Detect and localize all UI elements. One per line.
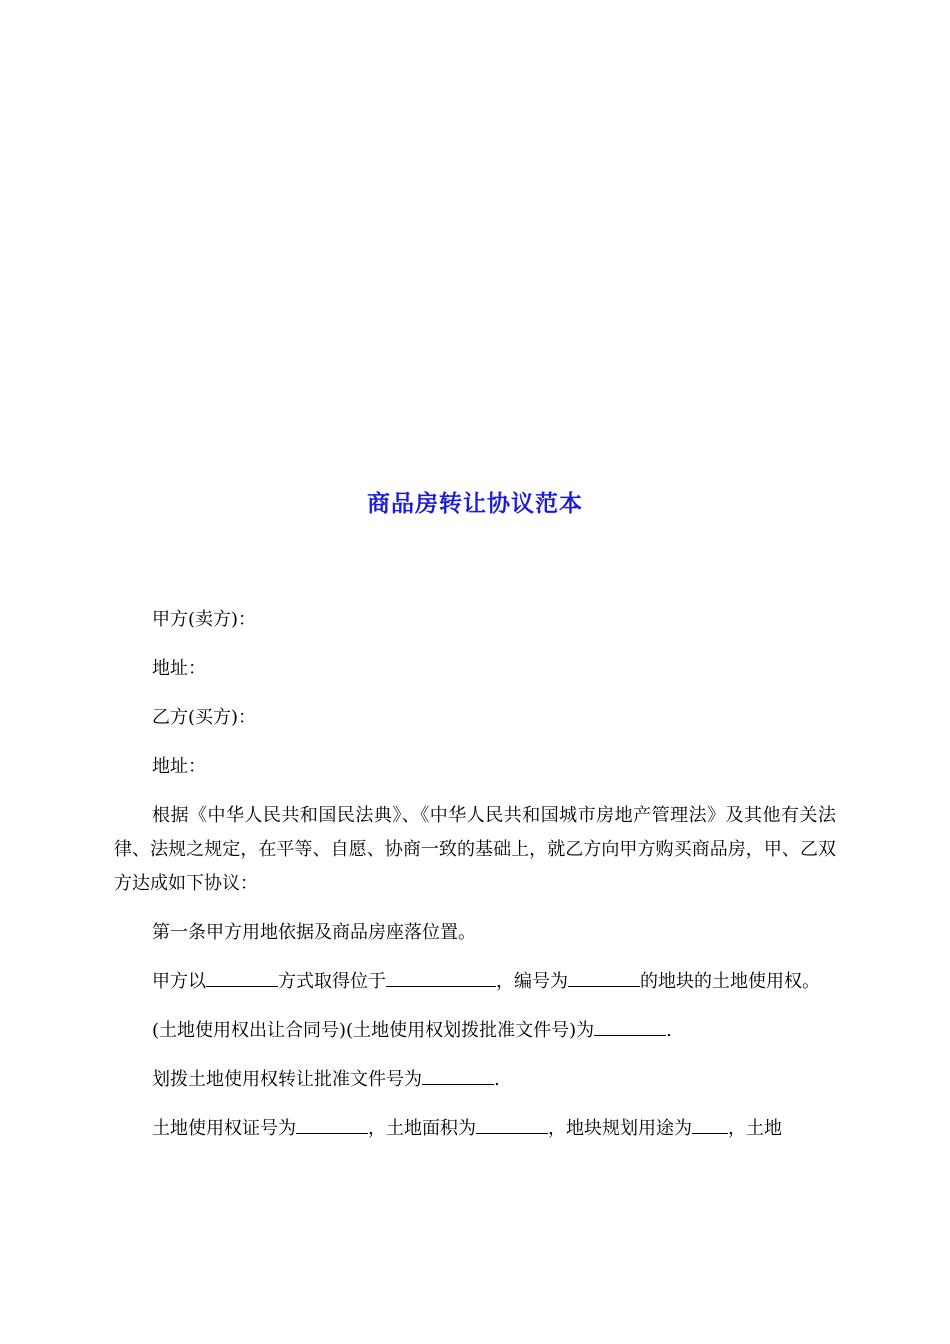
text-segment: 方式取得位于 <box>278 971 386 992</box>
blank-field <box>594 1015 666 1036</box>
text-segment: 的地块的土地使用权。 <box>640 971 820 992</box>
party-a-line: 甲方(卖方)： <box>152 609 257 630</box>
text-segment: ，编号为 <box>496 971 568 992</box>
text-segment: ，土地 <box>728 1118 782 1139</box>
text-segment: . <box>666 1020 672 1041</box>
blank-field <box>568 966 640 987</box>
text-segment: . <box>494 1069 500 1090</box>
blank-field <box>206 966 278 987</box>
blank-field <box>422 1064 494 1085</box>
text-segment: 土地使用权证号为 <box>152 1118 296 1139</box>
text-segment: 甲方以 <box>152 971 206 992</box>
transfer-approval-paragraph <box>114 1063 836 1097</box>
text-segment: ，地块规划用途为 <box>548 1118 692 1139</box>
document-title: 商品房转让协议范本 <box>367 490 583 517</box>
text-segment: 划拨土地使用权转让批准文件号为 <box>152 1069 422 1090</box>
land-certificate-paragraph <box>114 1112 836 1146</box>
document-body <box>114 603 836 1161</box>
blank-field <box>296 1113 368 1134</box>
land-acquisition-paragraph <box>114 965 836 999</box>
article-1-heading: 第一条甲方用地依据及商品房座落位置。 <box>152 922 476 943</box>
blank-field <box>692 1113 728 1134</box>
intro-paragraph: 根据《中华人民共和国民法典》、《中华人民共和国城市房地产管理法》及其他有关法律、法规之规定，在平等、自愿、协商一致的基础上，就乙方向甲方购买商品房，甲、乙双方达成如下协议： <box>114 805 836 894</box>
address-b-line: 地址： <box>152 756 206 777</box>
contract-number-paragraph <box>114 1014 836 1048</box>
party-b-line: 乙方(买方)： <box>152 707 257 728</box>
blank-field <box>386 966 496 987</box>
text-segment: (土地使用权出让合同号)(土地使用权划拨批准文件号)为 <box>152 1020 595 1041</box>
blank-field <box>476 1113 548 1134</box>
address-a-line: 地址： <box>152 658 206 679</box>
text-segment: ，土地面积为 <box>368 1118 476 1139</box>
